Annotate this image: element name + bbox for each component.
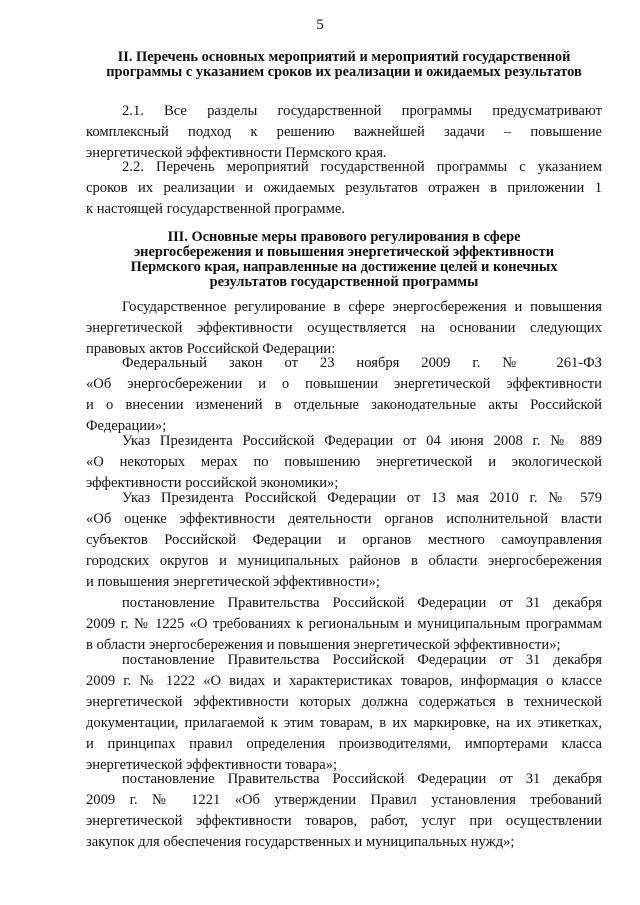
paragraph-decree-889 [86, 431, 602, 494]
text-line: правовых актов Российской Федерации: [86, 341, 336, 357]
text-line: «Об энергосбережении и о повышении энергетической эффективности [86, 376, 602, 392]
text-line: Указ Президента Российской Федерации от 04 июня 2008 г. № 889 [122, 433, 602, 449]
text-line: энергетической эффективности товаров, работ, услуг при осуществлении [86, 813, 602, 829]
page-number: 5 [316, 17, 324, 33]
heading-line: программы с указанием сроков их реализации и ожидаемых результатов [106, 64, 582, 80]
heading-line: Пермского края, направленные на достижение целей и конечных [130, 259, 558, 275]
text-line: энергетической эффективности осуществляется на основании следующих [86, 320, 602, 336]
heading-line: результатов государственной программы [209, 274, 479, 290]
text-line: субъектов Российской Федерации и органов местного самоуправления [86, 532, 602, 548]
text-line: постановление Правительства Российской Федерации от 31 декабря [122, 652, 602, 668]
heading-line: энергосбережения и повышения энергетической эффективности [133, 244, 555, 260]
paragraph-resolution-1221 [86, 769, 602, 853]
paragraph-resolution-1222 [86, 650, 602, 776]
paragraph-federal-law-261 [86, 353, 602, 437]
text-line: и принципах правил определения производителями, импортерами класса [86, 736, 602, 752]
text-line: 2009 г. № 1222 «О видах и характеристиках товаров, информация о классе [86, 673, 602, 689]
text-line: Государственное регулирование в сфере энергосбережения и повышения [122, 299, 602, 315]
text-line: энергетической эффективности Пермского края. [86, 145, 387, 161]
paragraph-intro [86, 297, 602, 360]
text-line: в области энергосбережения и повышения энергетической эффективности»; [86, 637, 561, 653]
text-line: городских округов и муниципальных районов в области энергосбережения [86, 553, 602, 569]
text-line: Федеральный закон от 23 ноября 2009 г. № 261-ФЗ [122, 355, 602, 371]
paragraph-2-1 [86, 101, 602, 164]
section-3-heading [86, 230, 602, 290]
text-line: и о внесении изменений в отдельные законодательные акты Российской [86, 397, 602, 413]
paragraph-decree-579 [86, 488, 602, 593]
text-line: Указ Президента Российской Федерации от 13 мая 2010 г. № 579 [122, 490, 602, 506]
text-line: комплексный подход к решению важнейшей задачи – повышение [86, 124, 602, 140]
text-line: «Об оценке эффективности деятельности органов исполнительной власти [86, 511, 602, 527]
text-line: постановление Правительства Российской Федерации от 31 декабря [122, 595, 602, 611]
text-line: постановление Правительства Российской Федерации от 31 декабря [122, 771, 602, 787]
text-line: и повышения энергетической эффективности»; [86, 574, 380, 590]
text-line: Федерации»; [86, 418, 167, 434]
text-line: 2.2. Перечень мероприятий государственной программы с указанием [122, 159, 602, 175]
text-line: сроков их реализации и ожидаемых результатов отражен в приложении 1 [86, 180, 602, 196]
text-line: «О некоторых мерах по повышению энергетической и экологической [86, 454, 602, 470]
text-line: документации, прилагаемой к этим товарам, в их маркировке, на их этикетках, [86, 715, 602, 731]
text-line: энергетической эффективности товара»; [86, 757, 338, 773]
heading-line: II. Перечень основных мероприятий и мероприятий государственной [117, 49, 571, 65]
paragraph-2-2 [86, 157, 602, 220]
section-2-heading [86, 50, 602, 80]
text-line: энергетической эффективности которых должна содержаться в технической [86, 694, 602, 710]
text-line: 2009 г. № 1221 «Об утверждении Правил установления требований [86, 792, 602, 808]
text-line: закупок для обеспечения государственных и муниципальных нужд»; [86, 834, 515, 850]
text-line: 2.1. Все разделы государственной программы предусматривают [122, 103, 602, 119]
paragraph-resolution-1225 [86, 593, 602, 656]
text-line: 2009 г. № 1225 «О требованиях к региональным и муниципальным программам [86, 616, 602, 632]
text-line: к настоящей государственной программе. [86, 201, 346, 217]
text-line: эффективности российской экономики»; [86, 475, 339, 491]
heading-line: III. Основные меры правового регулирования в сфере [167, 229, 521, 245]
